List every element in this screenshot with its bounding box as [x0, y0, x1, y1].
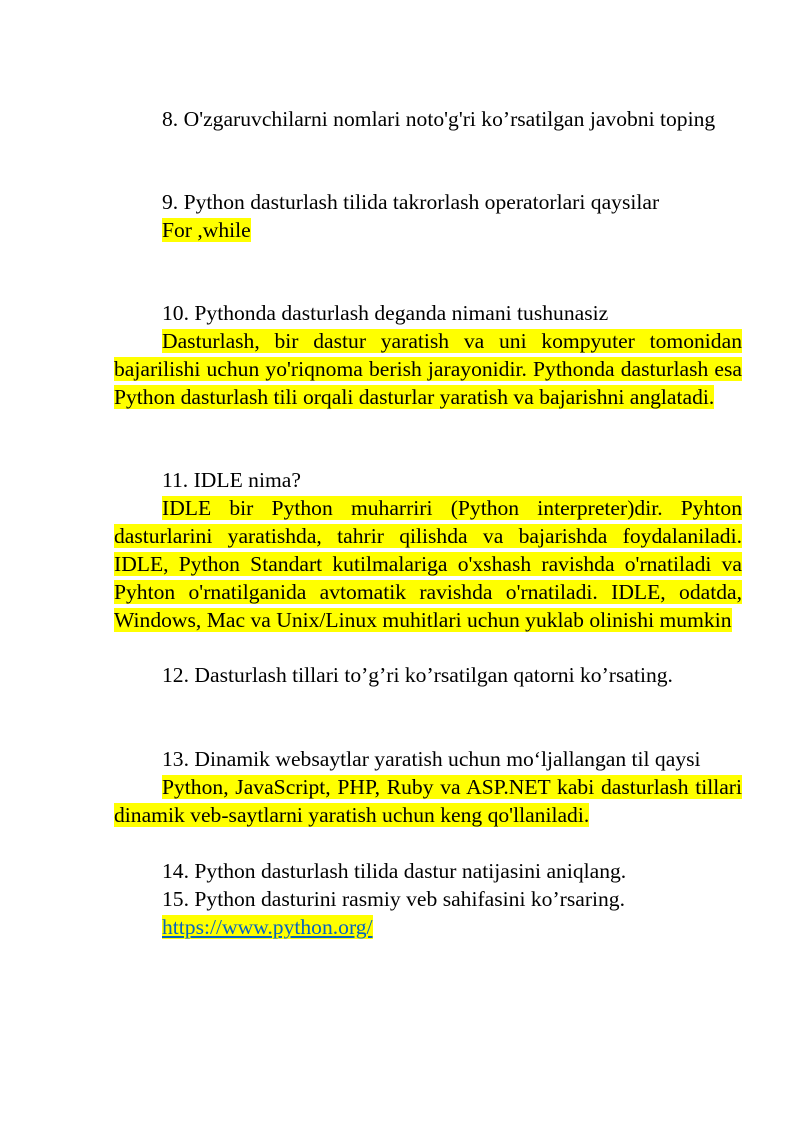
question-10-text: 10. Pythonda dasturlash deganda nimani tushunasiz [162, 301, 609, 325]
question-9 [114, 188, 742, 216]
answer-13 [114, 773, 742, 829]
question-12-text: 12. Dasturlash tillari to’g’ri ko’rsatilgan qatorni ko’rsating. [162, 663, 673, 687]
answer-10-text: Dasturlash, bir dastur yaratish va uni kompyuter tomonidan bajarilishi uchun yo'riqnoma berish jarayonidir. Pythonda dasturlash esa Python dasturlash tili orqali dasturlar yaratish va bajarishni anglatadi. [114, 329, 742, 409]
question-9-text: 9. Python dasturlash tilida takrorlash operatorlari qaysilar [162, 190, 660, 214]
question-13-text: 13. Dinamik websaytlar yaratish uchun mo‘ljallangan til qaysi [162, 747, 701, 771]
question-15-text: 15. Python dasturini rasmiy veb sahifasini ko’rsaring. [162, 887, 626, 911]
question-8-text: 8. O'zgaruvchilarni nomlari noto'g'ri ko’rsatilgan javobni toping [162, 107, 716, 131]
question-14-text: 14. Python dasturlash tilida dastur natijasini aniqlang. [162, 859, 627, 883]
answer-9-text: For ,while [162, 218, 251, 242]
answer-10 [114, 327, 742, 411]
question-11 [114, 466, 742, 494]
answer-9 [114, 216, 742, 244]
question-15 [114, 885, 742, 913]
question-11-text: 11. IDLE nima? [162, 468, 301, 492]
question-14 [114, 857, 742, 885]
answer-11-text: IDLE bir Python muharriri (Python interpreter)dir. Pyhton dasturlarini yaratishda, tahrir qilishda va bajarishda foydalaniladi. IDLE, Python Standart kutilmalariga o'xshash ravishda o'rnatiladi va Pyhton o'rnatilganida avtomatik ravishda o'rnatiladi. IDLE, odatda, Windows, Mac va Unix/Linux muhitlari uchun yuklab olinishi mumkin [114, 496, 742, 632]
answer-13-text: Python, JavaScript, PHP, Ruby va ASP.NET kabi dasturlash tillari dinamik veb-saytlarni yaratish uchun keng qo'llaniladi. [114, 775, 742, 827]
python-org-link[interactable]: https://www.python.org/ [162, 915, 373, 939]
question-10 [114, 299, 742, 327]
question-12 [114, 661, 742, 689]
answer-15 [114, 913, 742, 941]
question-8 [114, 105, 742, 133]
question-13 [114, 745, 742, 773]
answer-11 [114, 494, 742, 634]
